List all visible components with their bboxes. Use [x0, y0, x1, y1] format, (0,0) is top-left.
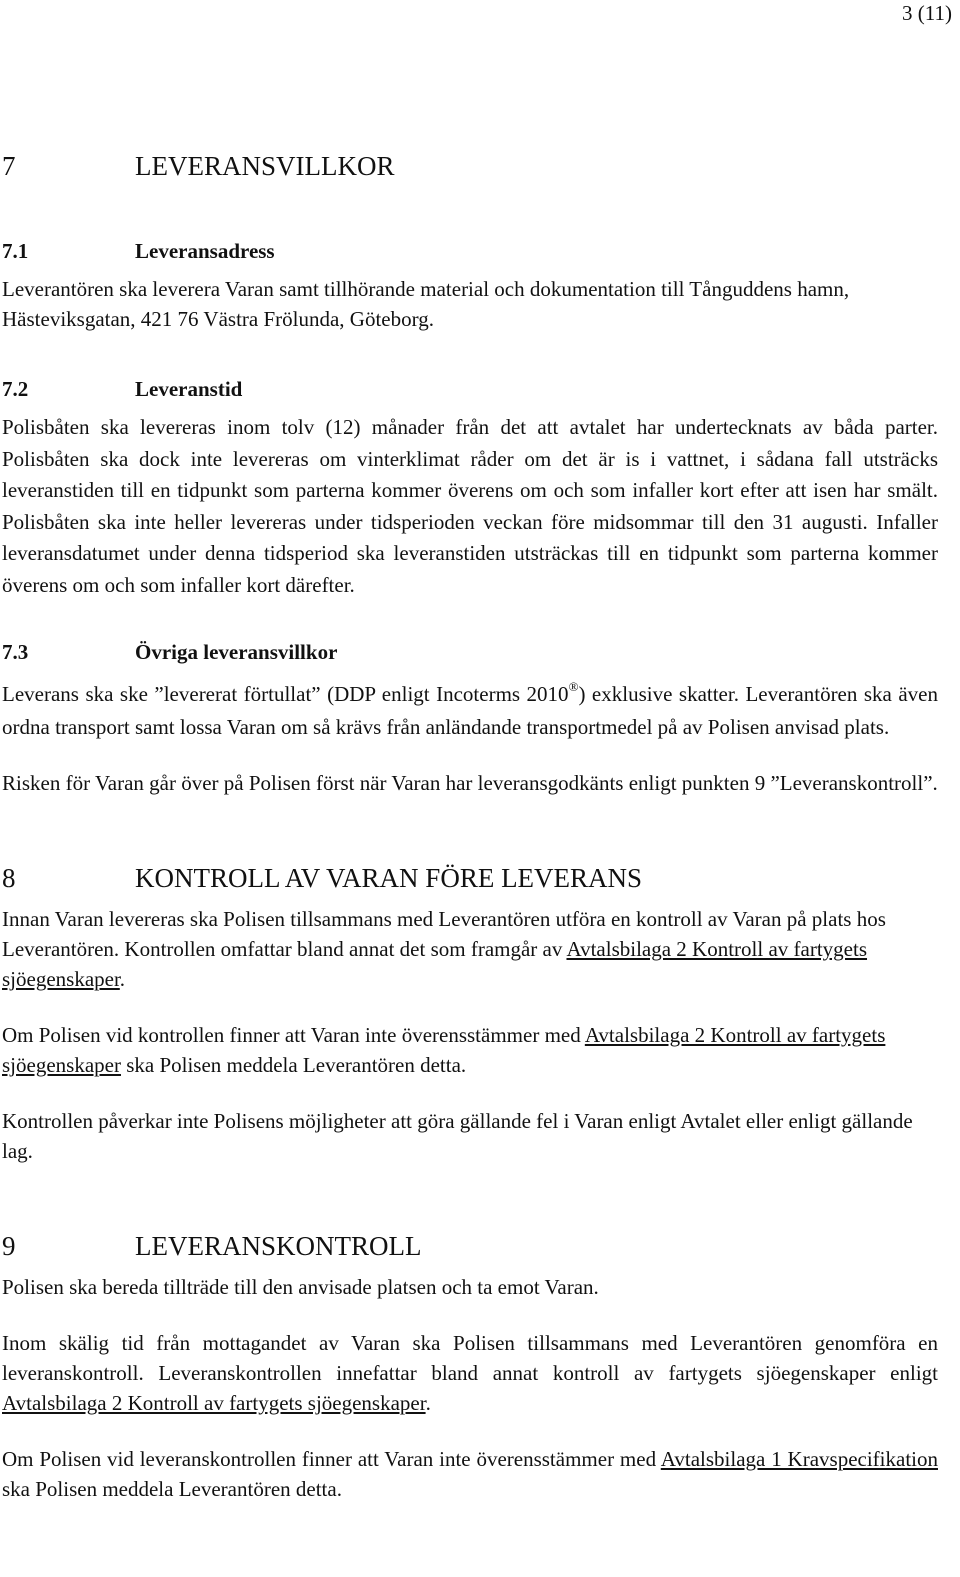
- registered-mark: ®: [568, 679, 579, 694]
- paragraph-text: Leverans ska ske ”levererat förtullat” (DDP enligt Incoterms 2010: [2, 682, 569, 706]
- paragraph: Polisen ska bereda tillträde till den anvisade platsen och ta emot Varan.: [2, 1275, 599, 1299]
- section-number: 7: [2, 151, 16, 181]
- section-title: LEVERANSKONTROLL: [135, 1231, 422, 1261]
- section-7-1-heading: [2, 236, 938, 266]
- attachment-link[interactable]: Avtalsbilaga 2 Kontroll av fartygets sjöegenskaper: [2, 1023, 886, 1077]
- attachment-link[interactable]: Avtalsbilaga 2 Kontroll av fartygets sjöegenskaper: [2, 1391, 426, 1415]
- paragraph-text: .: [425, 1391, 431, 1415]
- paragraph-text: Om Polisen vid kontrollen finner att Varan inte överensstämmer med: [2, 1023, 585, 1047]
- paragraph: [2, 1328, 938, 1418]
- section-title: KONTROLL AV VARAN FÖRE LEVERANS: [135, 863, 643, 893]
- paragraph: Risken för Varan går över på Polisen först när Varan har leveransgodkänts enligt punkten 9 ”Leveranskontroll”.: [2, 771, 938, 795]
- section-9-heading: [2, 1228, 938, 1264]
- paragraph-text: Om Polisen vid leveranskontrollen finner att Varan inte överensstämmer med: [2, 1447, 661, 1471]
- paragraph-text: Inom skälig tid från mottagandet av Varan ska Polisen tillsammans med Leverantören genomföra en leveranskontroll. Leveranskontrollen innefattar bland annat kontroll av fartygets sjöegenskaper enligt: [2, 1331, 938, 1385]
- section-7-heading: [2, 148, 938, 184]
- page-number: 3 (11): [902, 1, 952, 25]
- paragraph: [2, 1020, 938, 1080]
- subsection-number: 7.3: [2, 640, 29, 664]
- attachment-link[interactable]: Avtalsbilaga 2 Kontroll av fartygets sjöegenskaper: [2, 937, 868, 991]
- paragraph-text: .: [119, 967, 126, 991]
- section-number: 9: [2, 1231, 16, 1261]
- section-title: LEVERANSVILLKOR: [135, 151, 395, 181]
- section-8-heading: [2, 860, 938, 896]
- document-body: [2, 148, 938, 1504]
- paragraph-text: Innan Varan levereras ska Polisen tillsammans med Leverantören utföra en kontroll av Varan på plats hos Leverantören. Kontrollen omfattar bland annat det som framgår av: [2, 907, 886, 961]
- paragraph-text: ska Polisen meddela Leverantören detta.: [2, 1477, 342, 1501]
- section-7-3-heading: [2, 637, 938, 667]
- subsection-number: 7.2: [2, 377, 29, 401]
- subsection-title: Övriga leveransvillkor: [135, 640, 338, 664]
- subsection-number: 7.1: [2, 239, 29, 263]
- paragraph: [2, 679, 938, 742]
- paragraph-text: ska Polisen meddela Leverantören detta.: [120, 1053, 467, 1077]
- paragraph: [2, 904, 938, 994]
- paragraph: Leverantören ska leverera Varan samt tillhörande material och dokumentation till Tånguddens hamn, Hästeviksgatan, 421 76 Västra Frölunda, Göteborg.: [2, 277, 850, 331]
- subsection-title: Leveransadress: [135, 239, 275, 263]
- subsection-title: Leveranstid: [135, 377, 243, 401]
- paragraph: [2, 1444, 938, 1504]
- section-7-2-heading: [2, 374, 938, 404]
- paragraph: Polisbåten ska levereras inom tolv (12) månader från det att avtalet har undertecknats av båda parter. Polisbåten ska dock inte levereras om vinterklimat råder om det är is i vattnet, i sådana fall utsträcks leveranstiden till en tidpunkt som parterna kommer överens om och som infaller kort efter att isen har smält. Polisbåten ska inte heller levereras under tidsperioden veckan före midsommar till den 31 augusti. Infaller leveransdatumet under denna tidsperiod ska leveranstiden utsträckas till en tidpunkt som parterna kommer överens om och som infaller kort därefter.: [2, 415, 938, 597]
- paragraph-text: ) exklusive skatter. Leverantören ska även ordna transport samt lossa Varan om så krävs från anländande transportmedel på av Polisen anvisad plats.: [2, 682, 938, 739]
- attachment-link[interactable]: Avtalsbilaga 1 Kravspecifikation: [660, 1447, 938, 1471]
- section-number: 8: [2, 863, 16, 893]
- paragraph: Kontrollen påverkar inte Polisens möjligheter att göra gällande fel i Varan enligt Avtalet eller enligt gällande lag.: [2, 1109, 913, 1163]
